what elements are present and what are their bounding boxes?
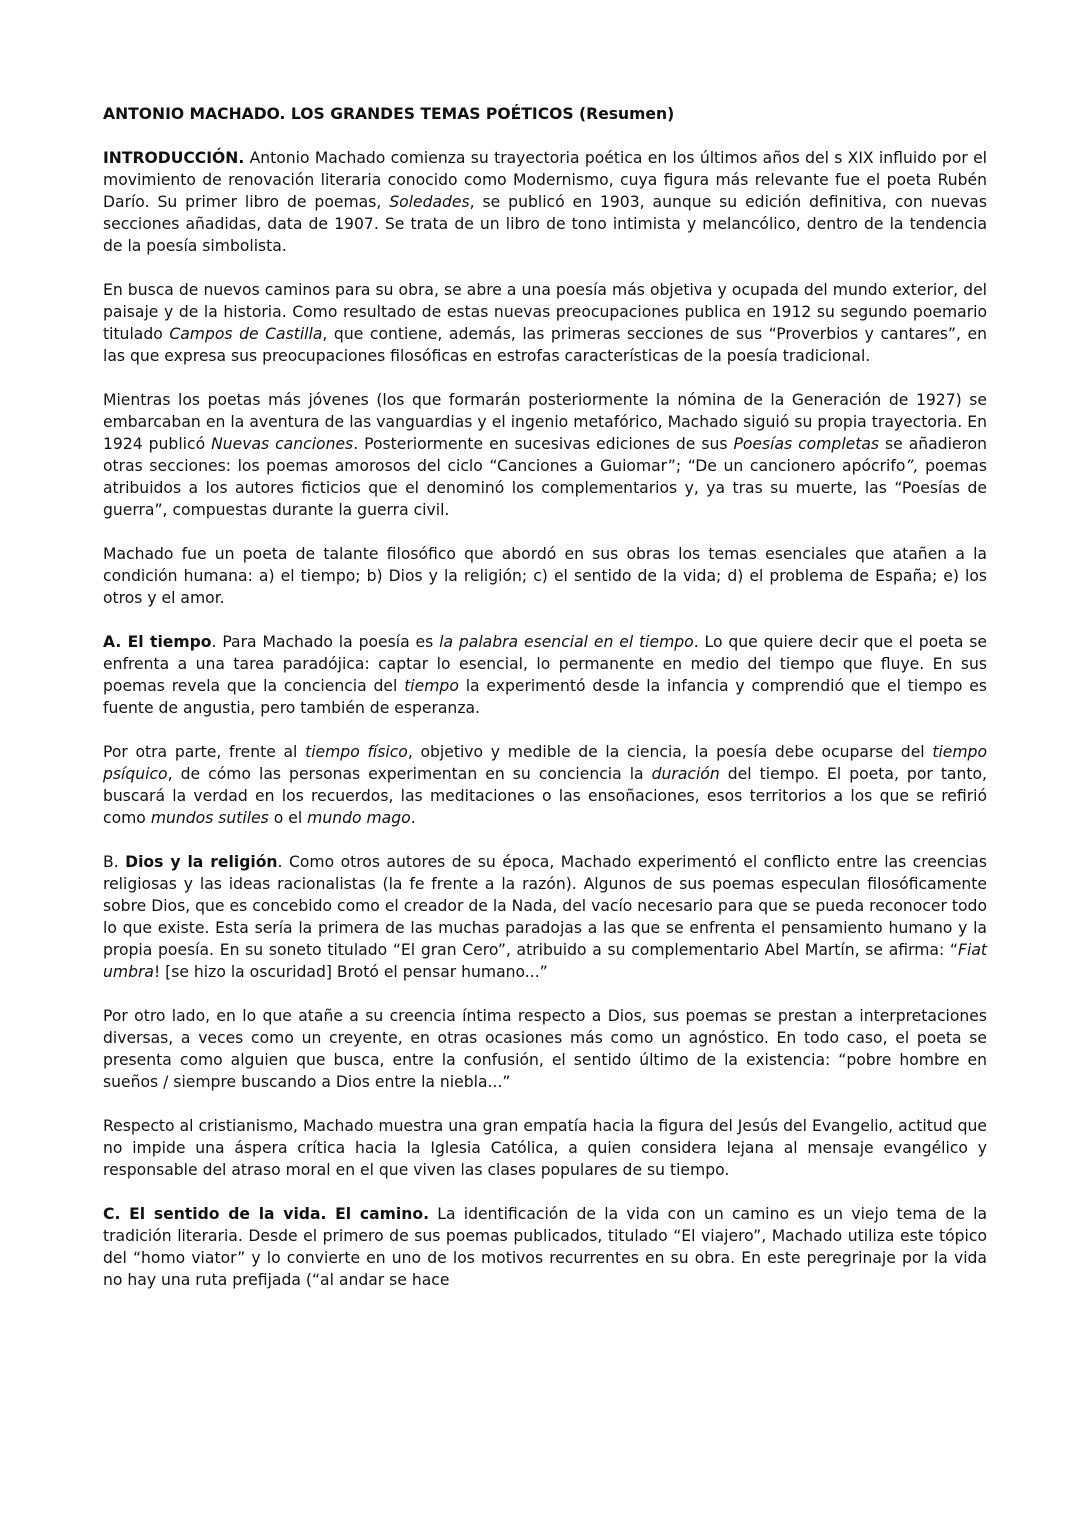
- paragraph-nuevas-canciones: Mientras los poetas más jóvenes (los que formarán posteriormente la nómina de la Generación de 1927) se embarcaban en la aventura de las vanguardias y el ingenio metafórico, Machado siguió su propia trayectoria. En 1924 publicó Nuevas canciones. Posteriormente en sucesivas ediciones de sus Poesías completas se añadieron otras secciones: los poemas amorosos del ciclo “Canciones a Guiomar”; “De un cancionero apócrifo”, poemas atribuidos a los autores ficticios que el denominó los complementarios y, ya tras su muerte, las “Poesías de guerra”, compuestas durante la guerra civil.: [103, 391, 988, 519]
- paragraph-creencia-intima: Por otro lado, en lo que atañe a su creencia íntima respecto a Dios, sus poemas se prestan a interpretaciones diversas, a veces como un creyente, en otras ocasiones más como un agnóstico. En todo caso, el poeta se presenta como alguien que busca, entre la confusión, el sentido último de la existencia: “pobre hombre en sueños / siempre buscando a Dios entre la niebla...”: [103, 1007, 987, 1091]
- paragraph-el-tiempo: A. El tiempo. Para Machado la poesía es la palabra esencial en el tiempo. Lo que quiere decir que el poeta se enfrenta a una tarea paradójica: captar lo esencial, lo permanente en medio del tiempo que fluye. En sus poemas revela que la conciencia del tiempo la experimentó desde la infancia y comprendió que el tiempo es fuente de angustia, pero también de esperanza.: [103, 633, 988, 717]
- section-heading-introduccion: INTRODUCCIÓN.: [103, 149, 245, 167]
- paragraph-introduccion: INTRODUCCIÓN. Antonio Machado comienza su trayectoria poética en los últimos años del s XIX influido por el movimiento de renovación literaria conocido como Modernismo, cuya figura más relevante fue el poeta Rubén Darío. Su primer libro de poemas, Soledades, se publicó en 1903, aunque su edición definitiva, con nuevas secciones añadidas, data de 1907. Se trata de un libro de tono intimista y melancólico, dentro de la tendencia de la poesía simbolista.: [103, 149, 987, 255]
- section-heading-dios-y-la-religion: Dios y la religión: [125, 853, 278, 871]
- document-body: [103, 147, 987, 1291]
- paragraph-cristianismo: Respecto al cristianismo, Machado muestra una gran empatía hacia la figura del Jesús del Evangelio, actitud que no impide una áspera crítica hacia la Iglesia Católica, a quien considera lejana al mensaje evangélico y responsable del atraso moral en el que viven las clases populares de su tiempo.: [103, 1117, 987, 1179]
- paragraph-temas-esenciales: Machado fue un poeta de talante filosófico que abordó en sus obras los temas esenciales que atañen a la condición humana: a) el tiempo; b) Dios y la religión; c) el sentido de la vida; d) el problema de España; e) los otros y el amor.: [103, 545, 987, 607]
- paragraph-tiempo-psiquico: Por otra parte, frente al tiempo físico, objetivo y medible de la ciencia, la poesía debe ocuparse del tiempo psíquico, de cómo las personas experimentan en su conciencia la duración del tiempo. El poeta, por tanto, buscará la verdad en los recuerdos, las meditaciones o las ensoñaciones, esos territorios a los que se refirió como mundos sutiles o el mundo mago.: [103, 743, 987, 827]
- paragraph-el-sentido-de-la-vida: C. El sentido de la vida. El camino. La identificación de la vida con un camino es un viejo tema de la tradición literaria. Desde el primero de sus poemas publicados, titulado “El viajero”, Machado utiliza este tópico del “homo viator” y lo convierte en uno de los motivos recurrentes en su obra. En este peregrinaje por la vida no hay una ruta prefijada (“al andar se hace: [103, 1205, 987, 1289]
- paragraph-campos-de-castilla: En busca de nuevos caminos para su obra, se abre a una poesía más objetiva y ocupada del mundo exterior, del paisaje y de la historia. Como resultado de estas nuevas preocupaciones publica en 1912 su segundo poemario titulado Campos de Castilla, que contiene, además, las primeras secciones de sus “Proverbios y cantares”, en las que expresa sus preocupaciones filosóficas en estrofas características de la poesía tradicional.: [103, 281, 988, 365]
- document-title: ANTONIO MACHADO. LOS GRANDES TEMAS POÉTICOS (Resumen): [103, 105, 675, 123]
- section-heading-el-sentido-de-la-vida: C. El sentido de la vida. El camino.: [103, 1205, 429, 1223]
- section-heading-el-tiempo: A. El tiempo: [103, 633, 212, 651]
- paragraph-dios-y-la-religion: B. Dios y la religión. Como otros autores de su época, Machado experimentó el conflicto entre las creencias religiosas y las ideas racionalistas (la fe frente a la razón). Algunos de sus poemas especulan filosóficamente sobre Dios, que es concebido como el creador de la Nada, del vacío necesario para que se pueda reconocer todo lo que existe. Esta sería la primera de las muchas paradojas a las que se enfrenta el pensamiento humano y la propia poesía. En su soneto titulado “El gran Cero”, atribuido a su complementario Abel Martín, se afirma: “Fiat umbra! [se hizo la oscuridad] Brotó el pensar humano...”: [103, 853, 987, 981]
